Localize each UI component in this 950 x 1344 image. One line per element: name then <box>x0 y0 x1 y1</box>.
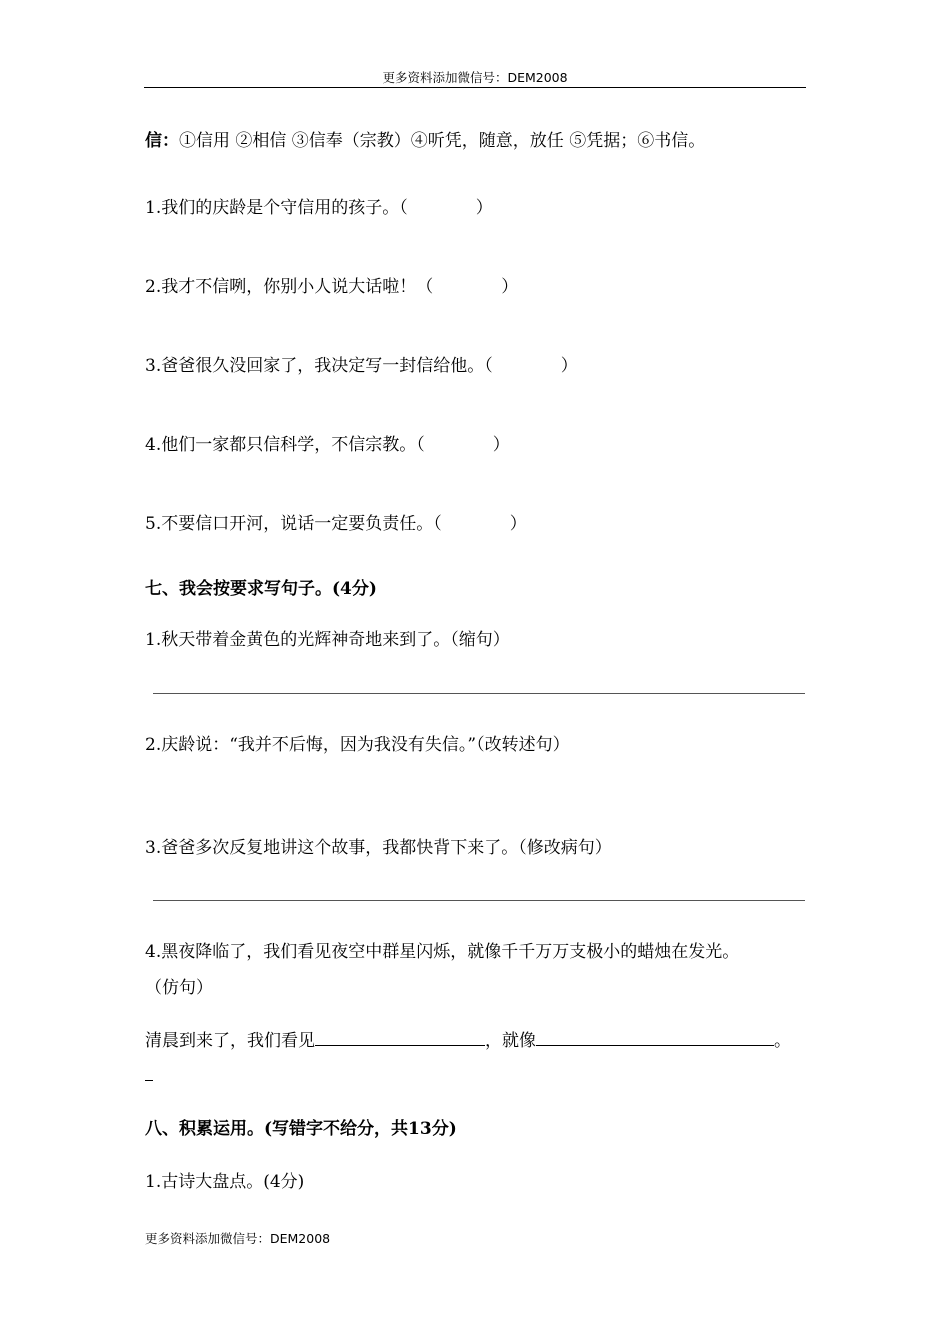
xin-item-5: 5.不要信口开河，说话一定要负责任。（ ） <box>145 514 527 534</box>
stray-dash <box>145 1080 153 1081</box>
q4-fill-part2: ，就像 <box>485 1031 536 1051</box>
answer-line-q1[interactable] <box>153 693 805 694</box>
page-footer: 更多资料添加微信号：DEM2008 <box>145 1231 331 1246</box>
q4-fill-part1: 清晨到来了，我们看见 <box>145 1031 315 1051</box>
header-rule <box>144 87 806 88</box>
xin-item-4: 4.他们一家都只信科学，不信宗教。（ ） <box>145 435 510 455</box>
xin-item-1: 1.我们的庆龄是个守信用的孩子。（ ） <box>145 198 493 218</box>
section7-q3: 3.爸爸多次反复地讲这个故事，我都快背下来了。（修改病句） <box>145 838 612 858</box>
q4-fill-blank-2[interactable] <box>536 1030 774 1046</box>
section7-title: 七、我会按要求写句子。(4分) <box>145 579 377 599</box>
section7-q4-fill <box>145 1026 791 1051</box>
section7-q1: 1.秋天带着金黄色的光辉神奇地来到了。（缩句） <box>145 630 510 650</box>
xin-options: ①信用 ②相信 ③信奉（宗教）④听凭，随意，放任 ⑤凭据；⑥书信。 <box>179 131 706 151</box>
q4-fill-blank-1[interactable] <box>315 1030 485 1046</box>
page-header: 更多资料添加微信号：DEM2008 <box>382 70 568 85</box>
xin-item-3: 3.爸爸很久没回家了，我决定写一封信给他。（ ） <box>145 356 578 376</box>
section7-q2: 2.庆龄说：“我并不后悔，因为我没有失信。”（改转述句） <box>145 735 570 755</box>
xin-item-2: 2.我才不信咧，你别小人说大话啦！（ ） <box>145 277 519 297</box>
section8-q1: 1.古诗大盘点。(4分) <box>145 1172 305 1192</box>
section8-title: 八、积累运用。(写错字不给分，共13分) <box>145 1119 457 1139</box>
section7-q4-line1: 4.黑夜降临了，我们看见夜空中群星闪烁，就像千千万万支极小的蜡烛在发光。 <box>145 942 740 962</box>
xin-definitions <box>145 126 705 151</box>
answer-line-q3[interactable] <box>153 900 805 901</box>
q4-fill-part3: 。 <box>774 1031 791 1051</box>
xin-label: 信： <box>145 131 179 151</box>
section7-q4-line2: （仿句） <box>145 978 213 998</box>
